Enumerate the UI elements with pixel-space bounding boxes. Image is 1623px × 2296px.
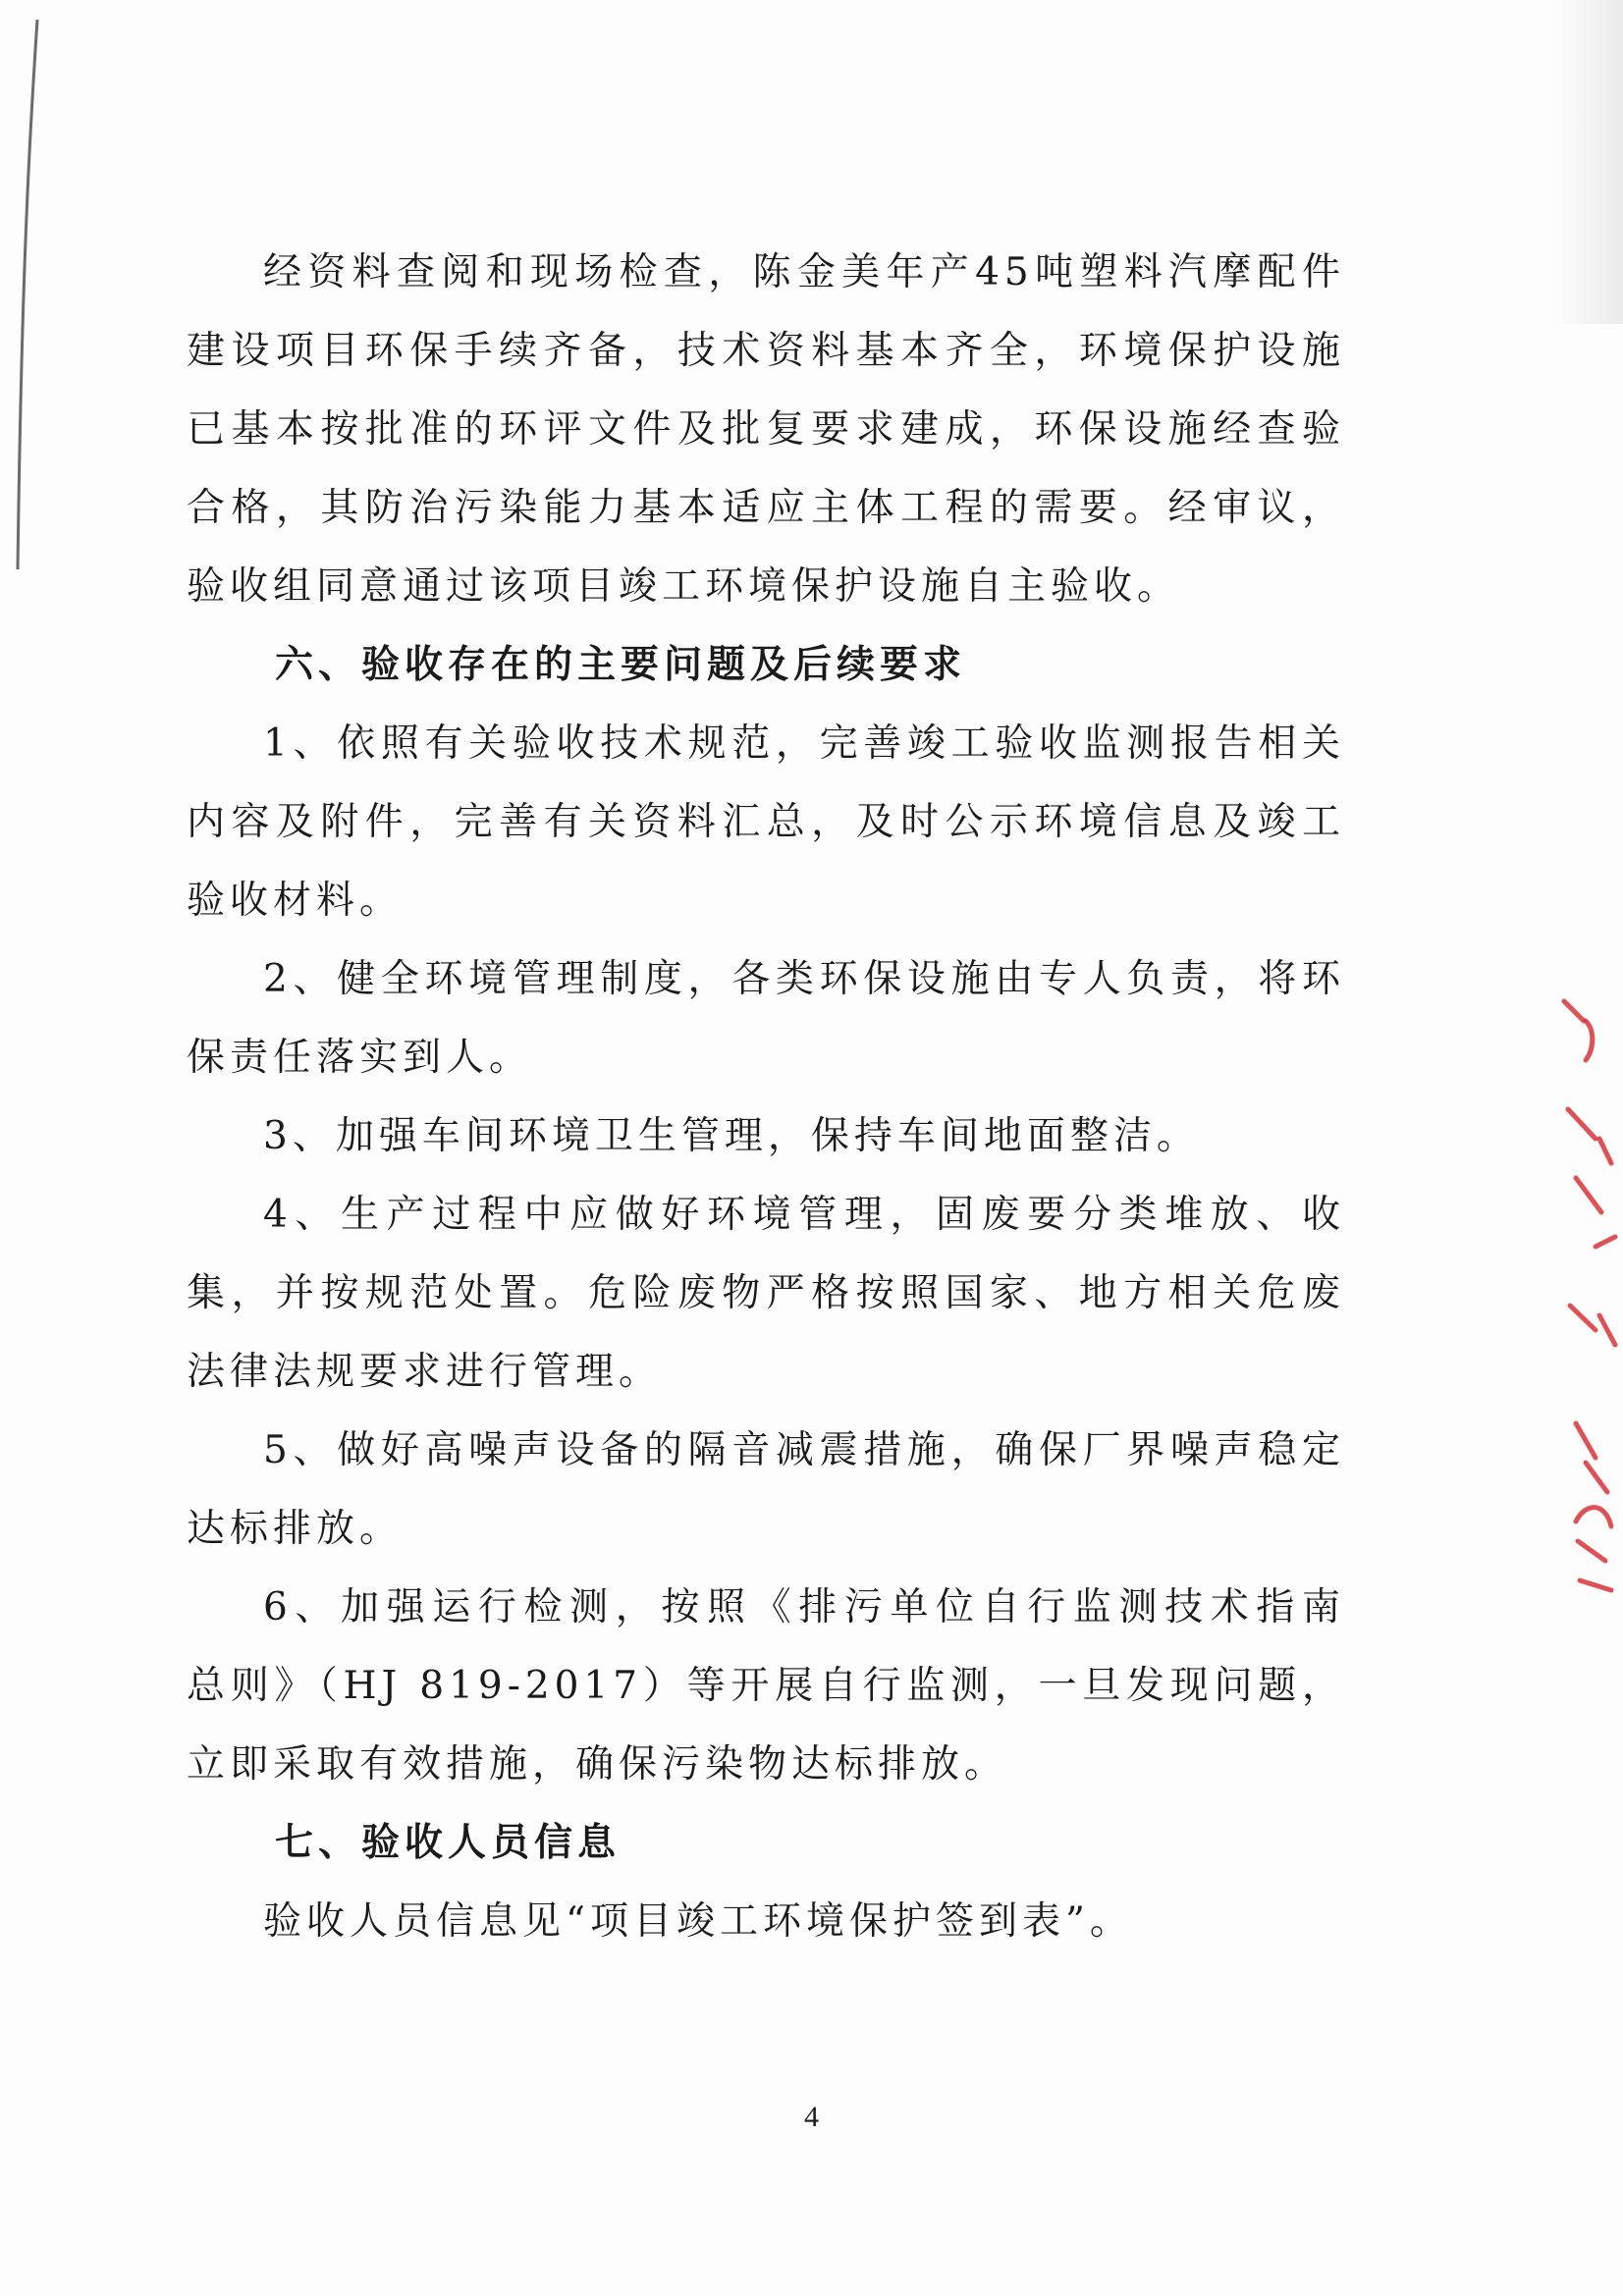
seal-stroke <box>1578 1541 1605 1561</box>
seal-stroke <box>1586 1021 1593 1060</box>
paragraph-conclusion: 经资料查阅和现场检查，陈金美年产45吨塑料汽摩配件建设项目环保手续齐备，技术资料基本齐全，环境保护设施已基本按批准的环评文件及批复要求建成，环保设施经查验合格，其防治污染能力基本适应主体工程的需要。经审议，验收组同意通过该项目竣工环境保护设施自主验收。 <box>187 250 1345 609</box>
seal-stroke <box>1564 1001 1584 1021</box>
seal-stroke <box>1576 1178 1601 1212</box>
body-text <box>187 234 1345 1961</box>
page-number: 4 <box>804 2101 819 2133</box>
requirement-item-4: 4、生产过程中应做好环境管理，固废要分类堆放、收集，并按规范处置。危险废物严格按照国家、地方相关危废法律法规要求进行管理。 <box>187 1193 1345 1394</box>
requirement-item-6: 6、加强运行检测，按照《排污单位自行监测技术指南 总则》（HJ 819-2017）等开展自行监测，一旦发现问题，立即采取有效措施，确保污染物达标排放。 <box>187 1585 1345 1787</box>
seal-stroke <box>1576 1508 1611 1526</box>
seal-stroke <box>1599 1139 1611 1163</box>
requirement-item-5: 5、做好高噪声设备的隔音减震措施，确保厂界噪声稳定达标排放。 <box>187 1428 1345 1551</box>
section-heading-personnel: 七、验收人员信息 <box>275 1821 622 1865</box>
paragraph-personnel-info: 验收人员信息见“项目竣工环境保护签到表”。 <box>263 1899 1133 1944</box>
requirement-item-3: 3、加强车间环境卫生管理，保持车间地面整洁。 <box>263 1114 1200 1158</box>
scan-edge-shadow <box>1554 0 1623 324</box>
seal-stroke <box>1599 1315 1615 1345</box>
seal-stroke <box>1586 1463 1607 1492</box>
requirement-item-1: 1、依照有关验收技术规范，完善竣工验收监测报告相关内容及附件，完善有关资料汇总，及时公示环境信息及竣工验收材料。 <box>187 721 1345 923</box>
section-heading-issues: 六、验收存在的主要问题及后续要求 <box>275 643 967 687</box>
scan-edge-mark <box>8 20 47 569</box>
seal-stroke <box>1576 1423 1596 1458</box>
seal-stroke <box>1570 1306 1596 1330</box>
seal-stroke <box>1568 1109 1596 1139</box>
seal-stroke <box>1596 1237 1615 1247</box>
seal-stroke <box>1580 1580 1611 1590</box>
requirement-item-2: 2、健全环境管理制度，各类环保设施由专人负责，将环保责任落实到人。 <box>187 957 1345 1080</box>
red-seal-stamp <box>1556 991 1623 1620</box>
